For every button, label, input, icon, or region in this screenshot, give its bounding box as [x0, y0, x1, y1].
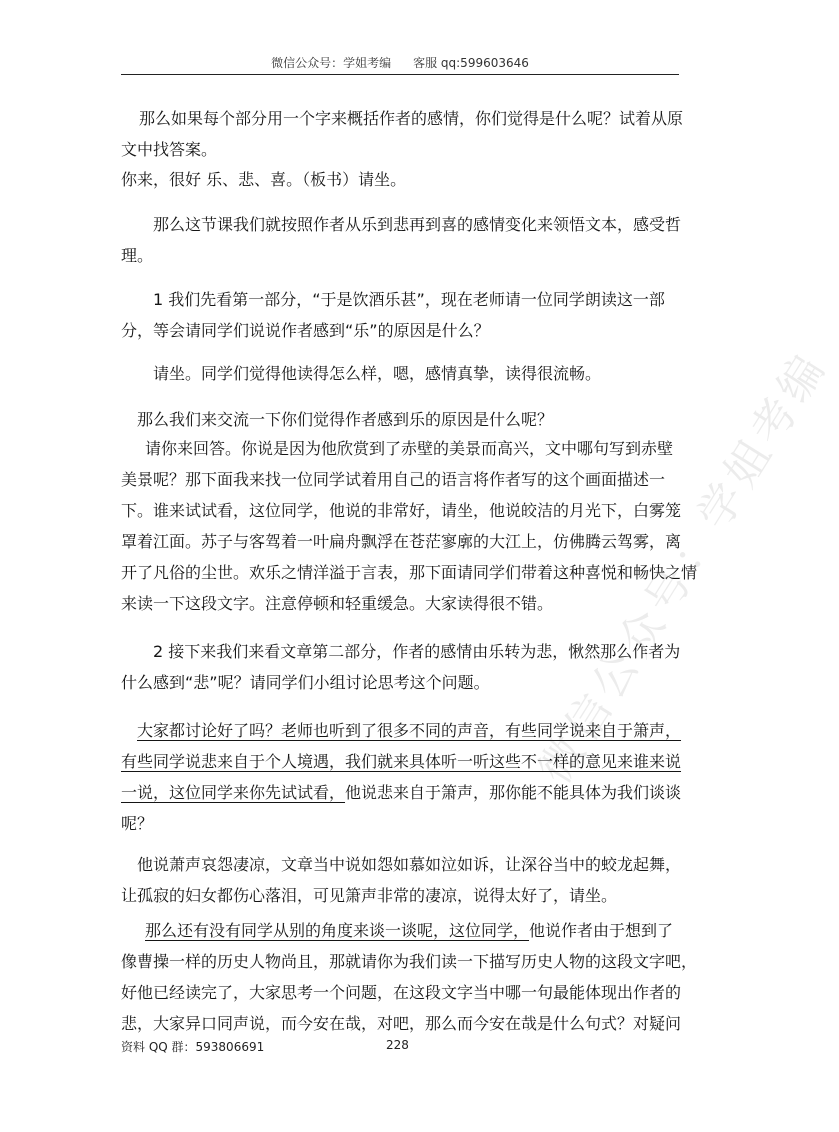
underlined-text: 一说，这位同学来你先试试看，: [121, 783, 346, 802]
paragraph-line: 来读一下这段文字。注意停顿和轻重缓急。大家读得很不错。: [121, 594, 554, 613]
plain-text: 他说悲来自于箫声，那你能不能具体为我们谈谈: [345, 783, 682, 802]
paragraph-line: 他说萧声哀怨凄凉，文章当中说如怨如慕如泣如诉，让深谷当中的蛟龙起舞，: [137, 855, 682, 874]
paragraph-line: 1 我们先看第一部分，“于是饮酒乐甚”，现在老师请一位同学朗读这一部: [153, 290, 665, 309]
paragraph-line: 分，等会请同学们说说作者感到“乐”的原因是什么？: [121, 321, 490, 340]
watermark: 微信公众号：学姐考编: [529, 341, 838, 793]
paragraph-line: 下。谁来试试看，这位同学，他说的非常好，请坐，他说皎洁的月光下，白雾笼: [121, 501, 682, 520]
paragraph-line: 好他已经读完了，大家思考一个问题，在这段文字当中哪一句最能体现出作者的: [121, 983, 682, 1002]
paragraph-line: 有些同学说悲来自于个人境遇，我们就来具体听一听这些不一样的意见来谁来说: [121, 752, 682, 771]
paragraph-1: [121, 103, 684, 165]
paragraph-10: [121, 849, 682, 911]
paragraph-line: 那么我们来交流一下你们觉得作者感到乐的原因是什么呢？: [137, 410, 554, 429]
paragraph-line-mixed: [121, 777, 681, 808]
paragraph-line: 请坐。同学们觉得他读得怎么样，嗯，感情真挚，读得很流畅。: [153, 364, 602, 383]
paragraph-line: 理。: [121, 246, 154, 265]
paragraph-line: 文中找答案。: [121, 140, 218, 159]
page-number: 228: [386, 1038, 409, 1052]
paragraph-line: 悲，大家异口同声说，而今安在哉，对吧，那么而今安在哉是什么句式？对疑问: [121, 1014, 682, 1033]
underlined-text: 那么还有没有同学从别的角度来谈一谈呢，这位同学，: [145, 921, 530, 940]
paragraph-3: [121, 209, 682, 271]
header-service: 客服 qq:599603646: [413, 56, 529, 70]
paragraph-7: [121, 433, 698, 619]
paragraph-4: [121, 284, 665, 346]
paragraph-line: 罩着江面。苏子与客驾着一叶扁舟飘浮在苍茫寥廓的大江上，仿佛腾云驾雾，离: [121, 532, 682, 551]
paragraph-8: [121, 636, 681, 698]
header-rule: [121, 74, 679, 75]
paragraph-line: 什么感到“悲”呢？请同学们小组讨论思考这个问题。: [121, 673, 490, 692]
plain-text: 他说作者由于想到了: [529, 921, 674, 940]
paragraph-line: 美景呢？那下面我来找一位同学试着用自己的语言将作者写的这个画面描述一: [121, 470, 666, 489]
paragraph-line: 那么如果每个部分用一个字来概括作者的感情，你们觉得是什么呢？试着从原: [139, 109, 684, 128]
footer-qq-group: 资料 QQ 群：593806691: [121, 1040, 265, 1054]
paragraph-6: [137, 404, 553, 435]
paragraph-line: 让孤寂的妇女都伤心落泪，可见箫声非常的凄凉，说得太好了，请坐。: [121, 886, 618, 905]
paragraph-line: 请你来回答。你说是因为他欣赏到了赤壁的美景而高兴，文中哪句写到赤壁: [145, 439, 674, 458]
header-wechat: 微信公众号：学姐考编: [271, 56, 392, 70]
paragraph-line: 呢？: [121, 814, 154, 833]
paragraph-line: 那么这节课我们就按照作者从乐到悲再到喜的感情变化来领悟文本，感受哲: [153, 215, 682, 234]
paragraph-line: 像曹操一样的历史人物尚且，那就请你为我们读一下描写历史人物的这段文字吧，: [121, 952, 698, 971]
paragraph-line: 2 接下来我们来看文章第二部分，作者的感情由乐转为悲，愀然那么作者为: [153, 642, 681, 661]
paragraph-2: [121, 164, 406, 195]
paragraph-line: 大家都讨论好了吗？老师也听到了很多不同的声音，有些同学说来自于箫声，: [137, 721, 682, 740]
paragraph-5: [153, 358, 601, 389]
paragraph-11: [121, 915, 698, 1039]
paragraph-line-mixed: [145, 915, 697, 946]
paragraph-line: 你来，很好 乐、悲、喜。（板书）请坐。: [121, 170, 407, 189]
paragraph-line: 开了凡俗的尘世。欢乐之情洋溢于言表，那下面请同学们带着这种喜悦和畅快之情: [121, 563, 698, 582]
page-header: [0, 54, 800, 71]
paragraph-9: [121, 715, 682, 839]
